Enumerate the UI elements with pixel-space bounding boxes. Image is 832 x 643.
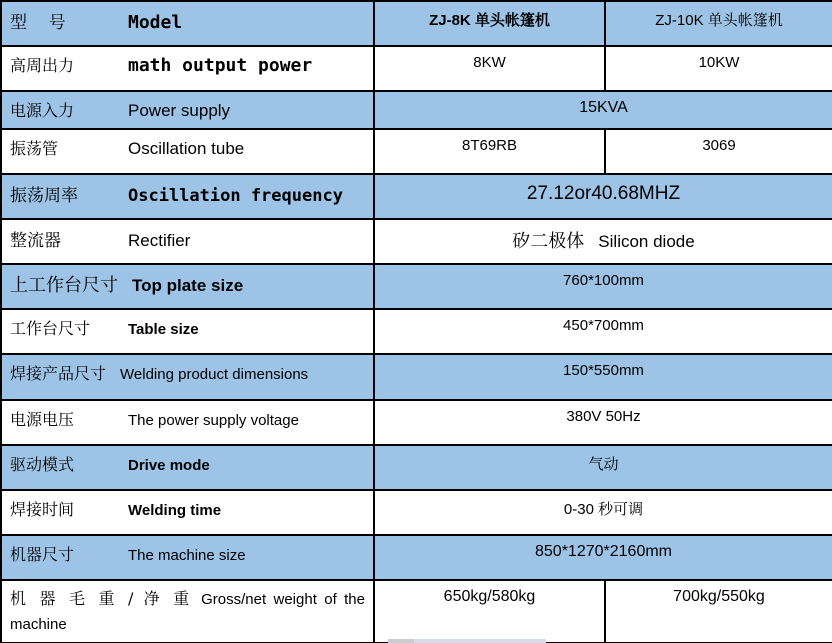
label-cell-oscillation-frequency bbox=[1, 174, 374, 219]
label-zh-power-supply: 电源入力 bbox=[10, 101, 75, 120]
label-zh-output-power: 高周出力 bbox=[10, 56, 75, 75]
value-weight-10k: 700kg/550kg bbox=[605, 580, 832, 643]
value-model-zj8k: ZJ-8K 单头帐篷机 bbox=[374, 1, 605, 46]
value-rectifier-zh: 矽二极体 bbox=[512, 231, 585, 252]
value-supply-voltage: 380V 50Hz bbox=[374, 400, 832, 445]
label-zh-welding-time: 焊接时间 bbox=[10, 500, 75, 519]
value-tube-10k: 3069 bbox=[605, 129, 832, 174]
value-table-size: 450*700mm bbox=[374, 309, 832, 354]
table-row-machine-weight bbox=[1, 580, 832, 643]
value-welding-product: 150*550mm bbox=[374, 354, 832, 400]
label-zh-top-plate-size: 上工作台尺寸 bbox=[10, 275, 118, 296]
label-cell-power-supply bbox=[1, 91, 374, 129]
label-en-welding-time: Welding time bbox=[128, 502, 222, 519]
label-cell-machine-weight bbox=[1, 580, 374, 643]
label-cell-welding-time bbox=[1, 490, 374, 535]
value-welding-time: 0-30 秒可调 bbox=[374, 490, 832, 535]
label-zh-table-size: 工作台尺寸 bbox=[10, 319, 91, 338]
table-row-output-power bbox=[1, 46, 832, 91]
label-en-drive-mode: Drive mode bbox=[128, 457, 210, 474]
label-en-table-size: Table size bbox=[128, 321, 199, 338]
table-row-power-supply bbox=[1, 91, 832, 129]
table-row-drive-mode bbox=[1, 445, 832, 490]
label-cell-top-plate-size bbox=[1, 264, 374, 309]
label-en-welding-product: Welding product dimensions bbox=[120, 366, 309, 383]
label-en-rectifier: Rectifier bbox=[128, 231, 191, 250]
label-zh-supply-voltage: 电源电压 bbox=[10, 410, 75, 429]
value-machine-size: 850*1270*2160mm bbox=[374, 535, 832, 580]
table-row-table-size bbox=[1, 309, 832, 354]
label-zh-drive-mode: 驱动模式 bbox=[10, 455, 75, 474]
value-rectifier-en: Silicon diode bbox=[598, 232, 695, 251]
label-zh-model: 型 号 bbox=[10, 13, 66, 33]
value-power-supply: 15KVA bbox=[374, 91, 832, 129]
label-cell-oscillation-tube bbox=[1, 129, 374, 174]
label-zh-machine-size: 机器尺寸 bbox=[10, 545, 75, 564]
table-row-welding-time bbox=[1, 490, 832, 535]
value-rectifier bbox=[374, 219, 832, 264]
label-zh-welding-product: 焊接产品尺寸 bbox=[10, 364, 107, 383]
table-row-oscillation-frequency bbox=[1, 174, 832, 219]
label-en-model: Model bbox=[128, 12, 183, 33]
label-cell-drive-mode bbox=[1, 445, 374, 490]
value-output-power-10k: 10KW bbox=[605, 46, 832, 91]
value-oscillation-frequency: 27.12or40.68MHZ bbox=[374, 174, 832, 219]
label-cell-table-size bbox=[1, 309, 374, 354]
table-row-rectifier bbox=[1, 219, 832, 264]
label-en-supply-voltage: The power supply voltage bbox=[128, 412, 299, 429]
value-model-zj10k: ZJ-10K 单头帐篷机 bbox=[605, 1, 832, 46]
table-row-welding-product bbox=[1, 354, 832, 400]
label-zh-rectifier: 整流器 bbox=[10, 231, 61, 251]
table-row-machine-size bbox=[1, 535, 832, 580]
value-weight-8k: 650kg/580kg bbox=[374, 580, 605, 643]
value-output-power-8k: 8KW bbox=[374, 46, 605, 91]
value-tube-8k: 8T69RB bbox=[374, 129, 605, 174]
table-row-supply-voltage bbox=[1, 400, 832, 445]
label-cell-machine-size bbox=[1, 535, 374, 580]
table-row-model bbox=[1, 1, 832, 46]
label-en-oscillation-frequency: Oscillation frequency bbox=[128, 186, 343, 206]
screenshot-artifact bbox=[388, 639, 546, 643]
label-en-power-supply: Power supply bbox=[128, 101, 231, 120]
label-zh-machine-weight: 机 器 毛 重 / 净 重 bbox=[10, 589, 194, 608]
label-en-oscillation-tube: Oscillation tube bbox=[128, 139, 245, 158]
label-cell-rectifier bbox=[1, 219, 374, 264]
label-en-machine-size: The machine size bbox=[128, 547, 246, 564]
table-row-top-plate-size bbox=[1, 264, 832, 309]
label-en-top-plate-size: Top plate size bbox=[132, 276, 244, 295]
table-row-oscillation-tube bbox=[1, 129, 832, 174]
value-drive-mode: 气动 bbox=[374, 445, 832, 490]
value-top-plate-size: 760*100mm bbox=[374, 264, 832, 309]
label-en-output-power: math output power bbox=[128, 55, 313, 76]
label-cell-model bbox=[1, 1, 374, 46]
label-en-machine-weight: Gross/net weight of the machine bbox=[10, 591, 365, 633]
label-cell-welding-product bbox=[1, 354, 374, 400]
label-cell-supply-voltage bbox=[1, 400, 374, 445]
label-zh-oscillation-frequency: 振荡周率 bbox=[10, 186, 78, 206]
label-cell-output-power bbox=[1, 46, 374, 91]
label-zh-oscillation-tube: 振荡管 bbox=[10, 139, 59, 158]
